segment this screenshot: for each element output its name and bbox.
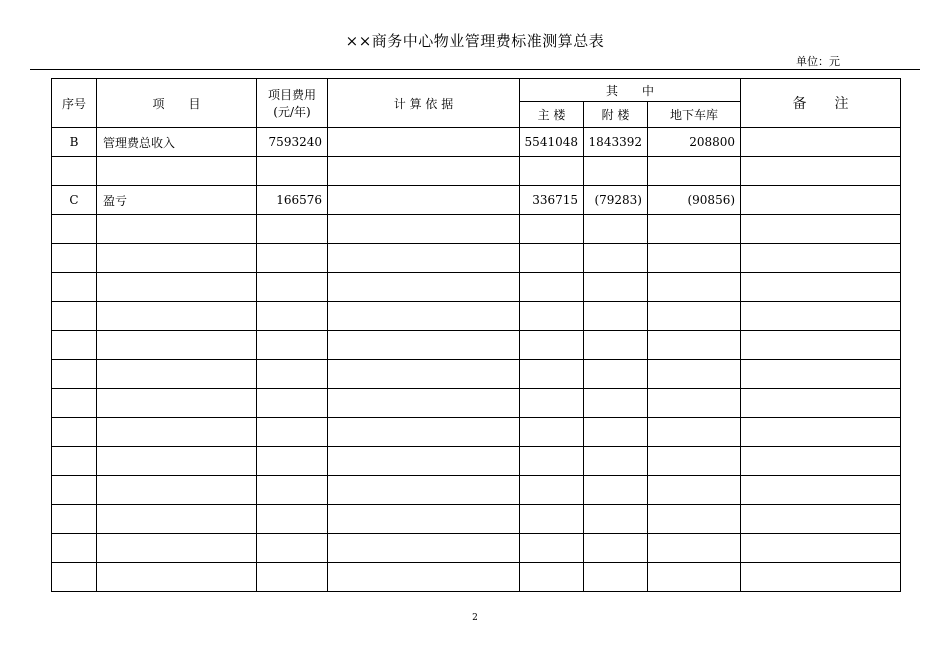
fee-calculation-table — [51, 78, 901, 592]
cell-basis — [328, 505, 520, 534]
cell-item — [97, 418, 257, 447]
cell-seq — [52, 360, 97, 389]
cell-fee — [257, 302, 328, 331]
cell-item — [97, 476, 257, 505]
table-row — [52, 476, 901, 505]
table-row — [52, 186, 901, 215]
cell-main — [520, 302, 584, 331]
cell-annex — [584, 331, 648, 360]
cell-garage — [648, 215, 741, 244]
unit-label: 单位：元 — [796, 55, 840, 68]
cell-fee — [257, 563, 328, 592]
cell-annex — [584, 389, 648, 418]
cell-fee — [257, 273, 328, 302]
cell-basis — [328, 302, 520, 331]
table-row — [52, 244, 901, 273]
header-seq: 序号 — [52, 79, 97, 128]
cell-item — [97, 447, 257, 476]
cell-remark — [741, 476, 901, 505]
cell-seq — [52, 447, 97, 476]
table-row — [52, 273, 901, 302]
cell-fee: 7593240 — [257, 128, 328, 157]
cell-item — [97, 331, 257, 360]
cell-basis — [328, 360, 520, 389]
cell-fee: 166576 — [257, 186, 328, 215]
table-row — [52, 128, 901, 157]
cell-main — [520, 563, 584, 592]
page-number: 2 — [472, 613, 478, 623]
cell-item — [97, 563, 257, 592]
cell-main — [520, 534, 584, 563]
header-underground-garage: 地下车库 — [648, 102, 741, 128]
cell-seq — [52, 302, 97, 331]
document-title: ××商务中心物业管理费标准测算总表 — [345, 32, 605, 50]
cell-seq — [52, 534, 97, 563]
cell-annex — [584, 563, 648, 592]
cell-annex — [584, 534, 648, 563]
table-body — [52, 128, 901, 592]
cell-remark — [741, 534, 901, 563]
cell-annex — [584, 360, 648, 389]
cell-remark — [741, 505, 901, 534]
cell-annex — [584, 302, 648, 331]
cell-fee — [257, 505, 328, 534]
cell-basis — [328, 273, 520, 302]
cell-item — [97, 389, 257, 418]
cell-fee — [257, 244, 328, 273]
cell-item — [97, 215, 257, 244]
cell-remark — [741, 273, 901, 302]
header-fee-line2: (元/年) — [273, 105, 311, 119]
cell-seq — [52, 157, 97, 186]
table-row — [52, 331, 901, 360]
cell-garage — [648, 418, 741, 447]
cell-basis — [328, 563, 520, 592]
cell-garage — [648, 273, 741, 302]
cell-annex — [584, 418, 648, 447]
cell-garage — [648, 389, 741, 418]
table-row — [52, 563, 901, 592]
table-row — [52, 360, 901, 389]
cell-garage — [648, 244, 741, 273]
cell-seq — [52, 476, 97, 505]
header-basis: 计 算 依 据 — [328, 79, 520, 128]
cell-main — [520, 389, 584, 418]
cell-seq — [52, 215, 97, 244]
cell-annex — [584, 244, 648, 273]
cell-seq: B — [52, 128, 97, 157]
cell-seq — [52, 331, 97, 360]
cell-main: 336715 — [520, 186, 584, 215]
table-row — [52, 389, 901, 418]
cell-item: 盈亏 — [97, 186, 257, 215]
cell-main — [520, 505, 584, 534]
cell-garage — [648, 447, 741, 476]
cell-seq — [52, 418, 97, 447]
cell-remark — [741, 360, 901, 389]
cell-item — [97, 157, 257, 186]
cell-fee — [257, 389, 328, 418]
cell-main — [520, 418, 584, 447]
cell-fee — [257, 418, 328, 447]
table-row — [52, 418, 901, 447]
cell-fee — [257, 476, 328, 505]
cell-main — [520, 447, 584, 476]
cell-basis — [328, 534, 520, 563]
cell-main — [520, 215, 584, 244]
cell-remark — [741, 331, 901, 360]
cell-basis — [328, 476, 520, 505]
cell-item — [97, 534, 257, 563]
cell-annex: (79283) — [584, 186, 648, 215]
cell-fee — [257, 215, 328, 244]
cell-garage — [648, 360, 741, 389]
cell-main — [520, 331, 584, 360]
cell-basis — [328, 186, 520, 215]
cell-fee — [257, 360, 328, 389]
cell-garage — [648, 476, 741, 505]
cell-remark — [741, 157, 901, 186]
cell-item — [97, 505, 257, 534]
cell-annex: 1843392 — [584, 128, 648, 157]
cell-garage — [648, 331, 741, 360]
header-item: 项 目 — [97, 79, 257, 128]
cell-basis — [328, 128, 520, 157]
cell-main — [520, 360, 584, 389]
cell-seq — [52, 505, 97, 534]
cell-fee — [257, 331, 328, 360]
cell-annex — [584, 157, 648, 186]
cell-item — [97, 273, 257, 302]
header-among: 其 中 — [520, 79, 741, 102]
cell-basis — [328, 418, 520, 447]
cell-main — [520, 157, 584, 186]
cell-annex — [584, 505, 648, 534]
cell-main — [520, 273, 584, 302]
cell-garage: (90856) — [648, 186, 741, 215]
table-row — [52, 157, 901, 186]
table-row — [52, 302, 901, 331]
cell-annex — [584, 476, 648, 505]
cell-seq — [52, 563, 97, 592]
cell-remark — [741, 302, 901, 331]
cell-seq: C — [52, 186, 97, 215]
cell-seq — [52, 273, 97, 302]
table-row — [52, 534, 901, 563]
cell-main — [520, 476, 584, 505]
cell-remark — [741, 418, 901, 447]
cell-remark — [741, 563, 901, 592]
cell-basis — [328, 389, 520, 418]
cell-remark — [741, 244, 901, 273]
header-remarks: 备 注 — [741, 79, 901, 128]
cell-main — [520, 244, 584, 273]
cell-basis — [328, 244, 520, 273]
cell-garage — [648, 157, 741, 186]
cell-item: 管理费总收入 — [97, 128, 257, 157]
cell-item — [97, 302, 257, 331]
cell-garage — [648, 534, 741, 563]
cell-annex — [584, 215, 648, 244]
cell-garage — [648, 563, 741, 592]
cell-basis — [328, 157, 520, 186]
header-fee — [257, 79, 328, 128]
cell-remark — [741, 389, 901, 418]
cell-fee — [257, 534, 328, 563]
cell-item — [97, 360, 257, 389]
cell-remark — [741, 447, 901, 476]
cell-seq — [52, 244, 97, 273]
cell-fee — [257, 157, 328, 186]
cell-garage — [648, 505, 741, 534]
cell-basis — [328, 215, 520, 244]
cell-garage — [648, 302, 741, 331]
cell-remark — [741, 128, 901, 157]
header-rule — [30, 69, 920, 70]
cell-item — [97, 244, 257, 273]
cell-remark — [741, 186, 901, 215]
cell-annex — [584, 447, 648, 476]
table-row — [52, 505, 901, 534]
header-main-building: 主 楼 — [520, 102, 584, 128]
cell-main: 5541048 — [520, 128, 584, 157]
table-row — [52, 215, 901, 244]
cell-remark — [741, 215, 901, 244]
cell-annex — [584, 273, 648, 302]
header-fee-line1: 项目费用 — [267, 88, 316, 102]
header-annex-building: 附 楼 — [584, 102, 648, 128]
cell-basis — [328, 331, 520, 360]
table-row — [52, 447, 901, 476]
cell-seq — [52, 389, 97, 418]
cell-basis — [328, 447, 520, 476]
cell-garage: 208800 — [648, 128, 741, 157]
cell-fee — [257, 447, 328, 476]
